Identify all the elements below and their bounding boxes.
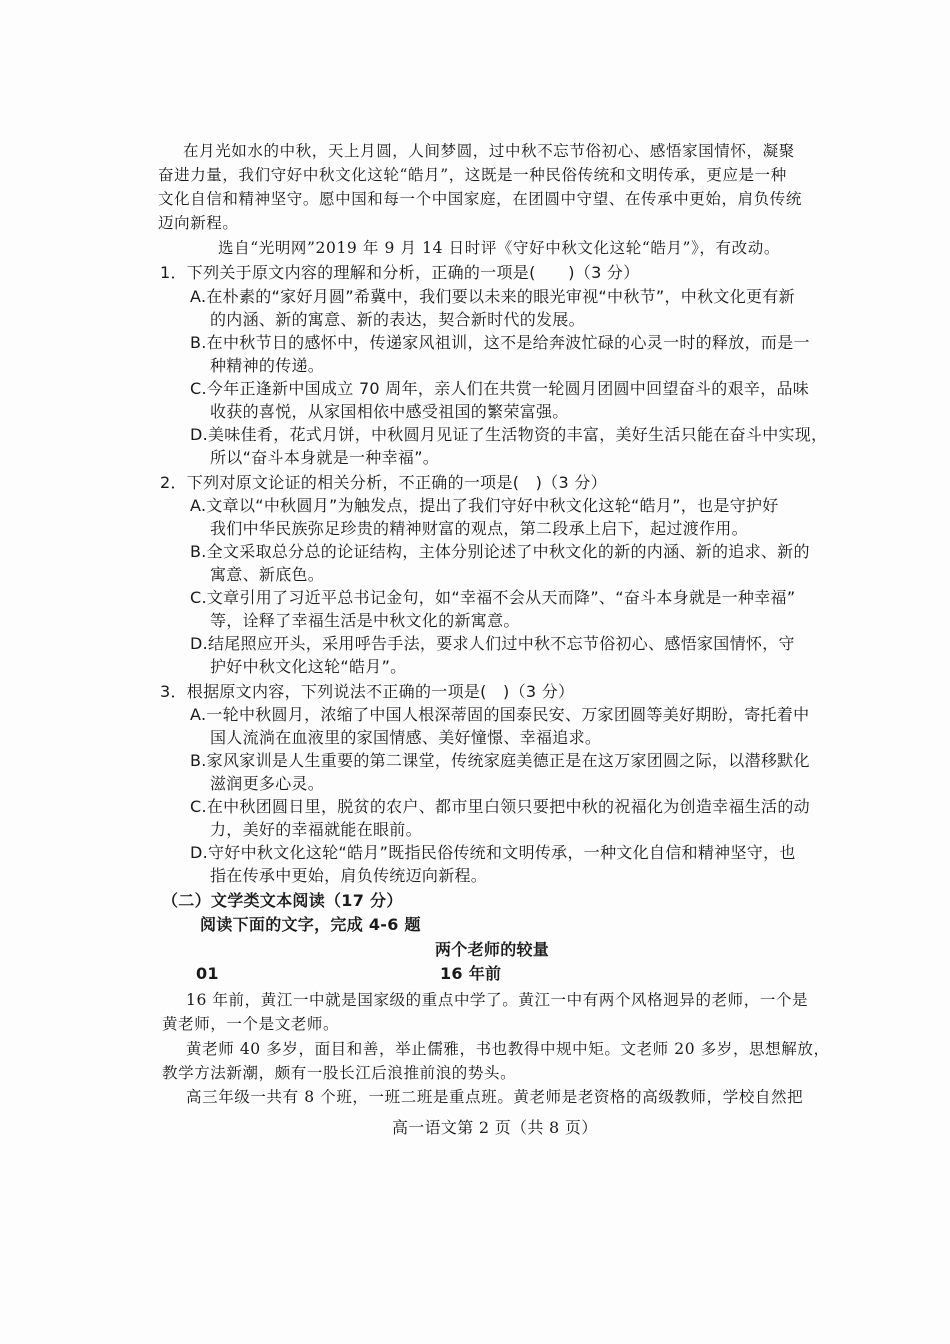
question-2-option-a-line-2: 我们中华民族弥足珍贵的精神财富的观点，第二段承上启下，起过渡作用。 <box>210 519 748 538</box>
question-1-option-c-line-1: C.今年正逢新中国成立 70 周年，亲人们在共赏一轮圆月团圆中回望奋斗的艰辛，品味 <box>190 379 810 398</box>
question-1-stem: 1．下列关于原文内容的理解和分析，正确的一项是( )（3 分） <box>160 263 640 282</box>
page-footer: 高一语文第 2 页（共 8 页） <box>392 1118 598 1137</box>
section-2-instruction: 阅读下面的文字，完成 4-6 题 <box>200 915 421 934</box>
story-line-5: 高三年级一共有 8 个班，一班二班是重点班。黄老师是老资格的高级教师，学校自然把 <box>186 1088 804 1106</box>
question-2-option-d-line-2: 护好中秋文化这轮“皓月”。 <box>210 657 407 676</box>
question-3-option-d-line-2: 指在传承中更始，肩负传统迈向新程。 <box>210 866 488 885</box>
passage-line-1: 在月光如水的中秋，天上月圆，人间梦圆，过中秋不忘节俗初心、感悟家国情怀，凝聚 <box>183 142 795 160</box>
question-1-option-b-line-1: B.在中秋节日的感怀中，传递家风祖训，这不是给奔波忙碌的心灵一时的释放，而是一 <box>190 333 810 352</box>
question-3-option-b-line-1: B.家风家训是人生重要的第二课堂，传统家庭美德正是在这万家团圆之际，以潜移默化 <box>190 751 810 770</box>
source-note: 选自“光明网”2019 年 9 月 14 日时评《守好中秋文化这轮“皓月”》，有改动。 <box>218 239 780 257</box>
story-title: 两个老师的较量 <box>435 940 550 959</box>
question-3-option-b-line-2: 滋润更多心灵。 <box>210 774 325 793</box>
question-3-option-a-line-2: 国人流淌在血液里的家国情感、美好憧憬、幸福追求。 <box>210 728 602 747</box>
question-3-stem: 3．根据原文内容，下列说法不正确的一项是( )（3 分） <box>160 682 575 701</box>
question-2-option-b-line-2: 寓意、新底色。 <box>210 565 325 584</box>
part-number: 01 <box>196 964 219 983</box>
question-3-option-c-line-2: 力，美好的幸福就能在眼前。 <box>210 820 422 839</box>
question-1-option-d-line-2: 所以“奋斗本身就是一种幸福”。 <box>210 448 440 467</box>
passage-line-4: 迈向新程。 <box>158 214 239 232</box>
question-2-stem: 2．下列对原文论证的相关分析，不正确的一项是( )（3 分） <box>160 473 607 492</box>
question-1-option-c-line-2: 收获的喜悦，从家国相依中感受祖国的繁荣富强。 <box>210 402 569 421</box>
passage-line-2: 奋进力量，我们守好中秋文化这轮“皓月”，这既是一种民俗传统和文明传承，更应是一种 <box>158 166 787 184</box>
question-3-option-c-line-1: C.在中秋团圆日里，脱贫的农户、都市里白领只要把中秋的祝福化为创造幸福生活的动 <box>190 797 810 816</box>
story-line-2: 黄老师，一个是文老师。 <box>162 1015 340 1033</box>
section-2-heading: （二）文学类文本阅读（17 分） <box>162 891 403 910</box>
passage-line-3: 文化自信和精神坚守。愿中国和每一个中国家庭，在团圆中守望、在传承中更始，肩负传统 <box>158 190 803 208</box>
story-line-4: 教学方法新潮，颇有一股长江后浪推前浪的势头。 <box>162 1064 517 1082</box>
story-line-3: 黄老师 40 多岁，面目和善，举止儒雅，书也教得中规中矩。文老师 20 多岁，思想解放， <box>186 1040 830 1058</box>
question-1-option-a-line-2: 的内涵、新的寓意、新的表达，契合新时代的发展。 <box>210 310 585 329</box>
question-3-option-d-line-1: D.守好中秋文化这轮“皓月”既指民俗传统和文明传承，一种文化自信和精神坚守，也 <box>190 843 796 862</box>
part-title: 16 年前 <box>440 964 502 983</box>
question-2-option-d-line-1: D.结尾照应开头，采用呼告手法，要求人们过中秋不忘节俗初心、感悟家国情怀，守 <box>190 634 795 653</box>
question-2-option-c-line-1: C.文章引用了习近平总书记金句，如“幸福不会从天而降”、“奋斗本身就是一种幸福” <box>190 588 796 607</box>
question-3-option-a-line-1: A.一轮中秋圆月，浓缩了中国人根深蒂固的国泰民安、万家团圆等美好期盼，寄托着中 <box>190 705 810 724</box>
question-1-option-d-line-1: D.美味佳肴，花式月饼，中秋圆月见证了生活物资的丰富，美好生活只能在奋斗中实现， <box>190 425 828 444</box>
question-2-option-b-line-1: B.全文采取总分总的论证结构，主体分别论述了中秋文化的新的内涵、新的追求、新的 <box>190 542 810 561</box>
question-1-option-a-line-1: A.在朴素的“家好月圆”希冀中，我们要以未来的眼光审视“中秋节”，中秋文化更有新 <box>190 287 795 306</box>
story-line-1: 16 年前，黄江一中就是国家级的重点中学了。黄江一中有两个风格迥异的老师，一个是 <box>186 991 809 1009</box>
question-2-option-c-line-2: 等，诠释了幸福生活是中秋文化的新寓意。 <box>210 611 520 630</box>
question-1-option-b-line-2: 种精神的传递。 <box>210 356 325 375</box>
question-2-option-a-line-1: A.文章以“中秋圆月”为触发点，提出了我们守好中秋文化这轮“皓月”，也是守护好 <box>190 496 779 515</box>
